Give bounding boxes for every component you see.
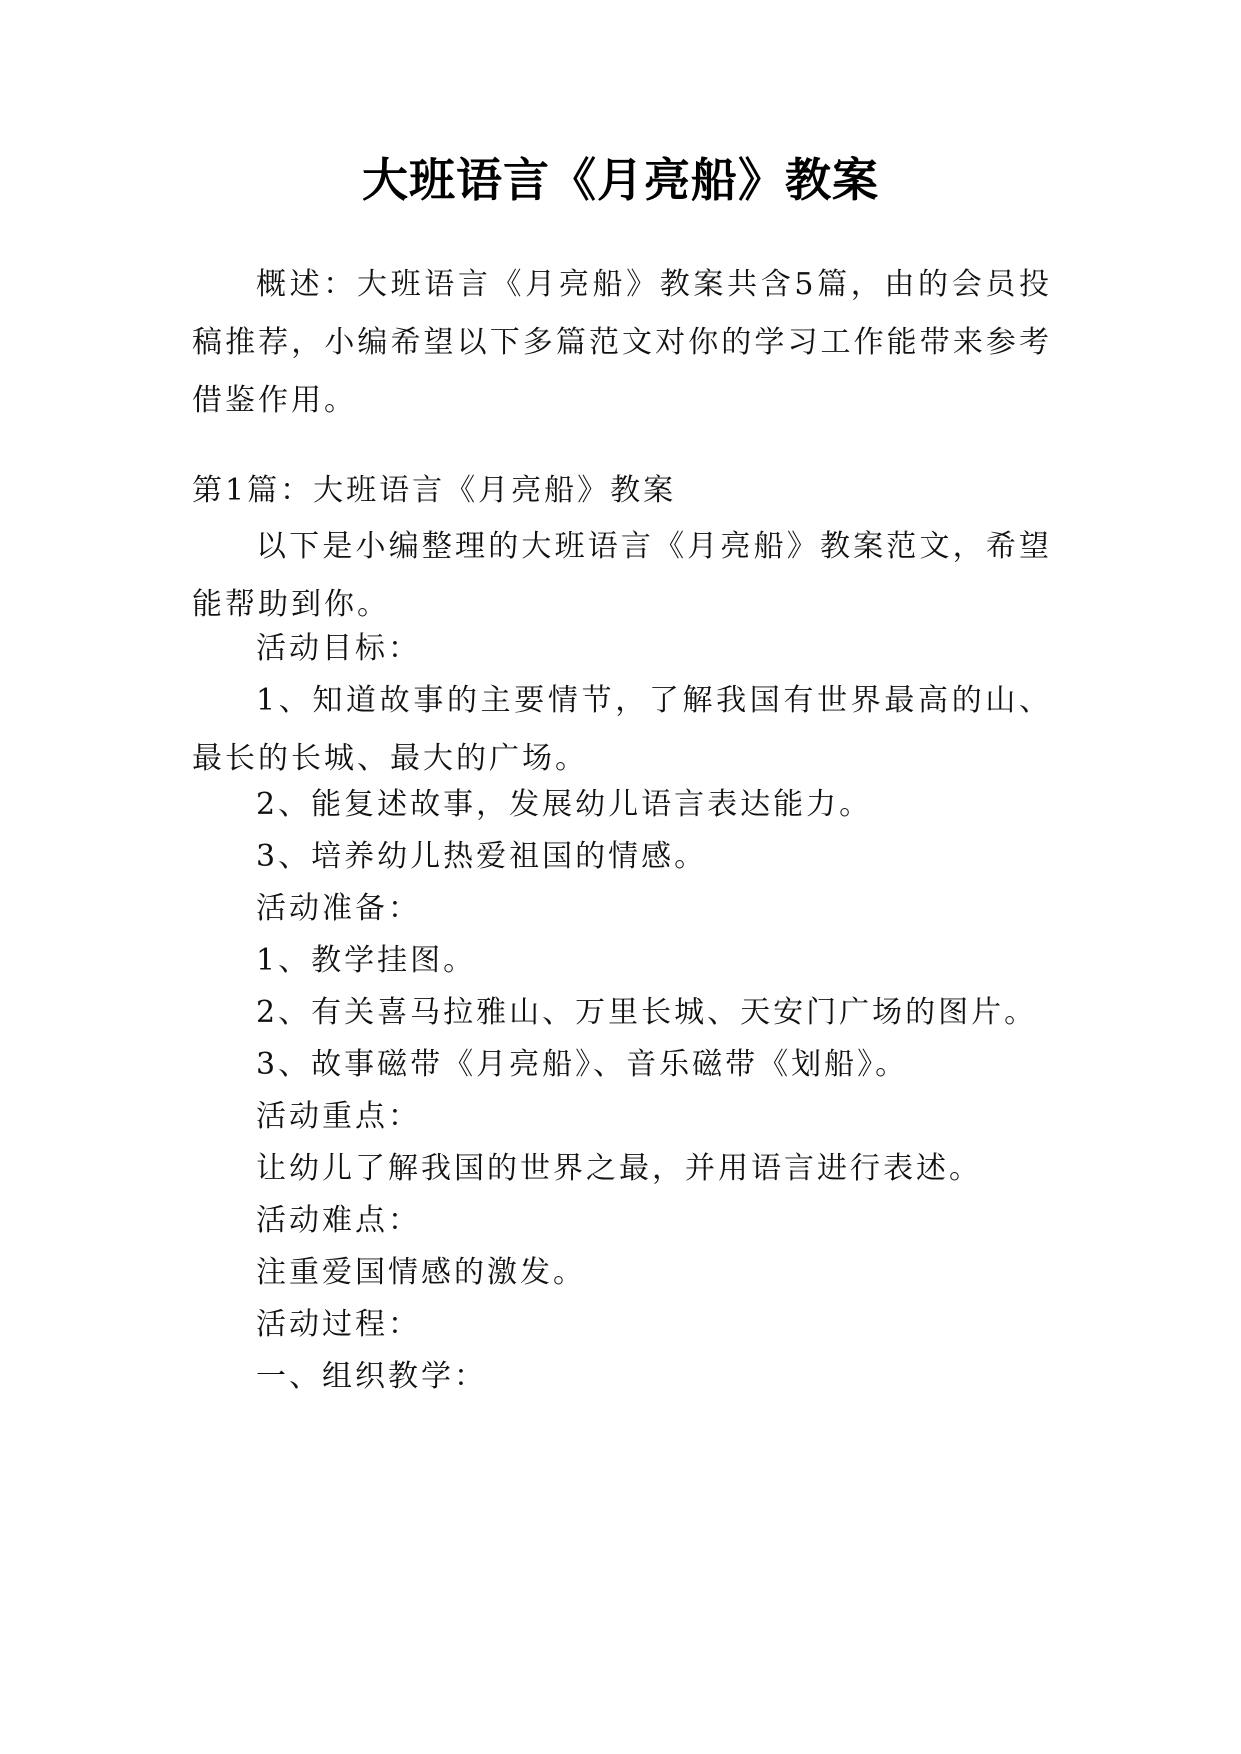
- summary-paragraph: 概述：大班语言《月亮船》教案共含5篇，由的会员投稿推荐，小编希望以下多篇范文对你的学习工作能带来参考借鉴作用。: [192, 267, 1052, 418]
- process-label: 活动过程：: [256, 1307, 421, 1342]
- focus-text: 让幼儿了解我国的世界之最，并用语言进行表述。: [256, 1151, 982, 1186]
- goals-label: 活动目标：: [256, 631, 421, 666]
- prep-item-3: 3、故事磁带《月亮船》、音乐磁带《划船》。: [256, 1047, 909, 1082]
- difficulty-label: 活动难点：: [256, 1203, 421, 1238]
- section-heading: 第1篇：大班语言《月亮船》教案: [192, 473, 677, 508]
- intro-paragraph: 以下是小编整理的大班语言《月亮船》教案范文，希望能帮助到你。: [192, 529, 1052, 622]
- difficulty-text: 注重爱国情感的激发。: [256, 1255, 586, 1290]
- prep-item-2: 2、有关喜马拉雅山、万里长城、天安门广场的图片。: [256, 995, 1038, 1030]
- goal-item-1: 1、知道故事的主要情节，了解我国有世界最高的山、最长的长城、最大的广场。: [192, 683, 1052, 776]
- prep-label: 活动准备：: [256, 891, 421, 926]
- document-title: 大班语言《月亮船》教案: [362, 153, 879, 207]
- prep-item-1: 1、教学挂图。: [256, 943, 477, 978]
- goal-item-2: 2、能复述故事，发展幼儿语言表达能力。: [256, 787, 873, 822]
- goal-item-3: 3、培养幼儿热爱祖国的情感。: [256, 839, 708, 874]
- process-item-1: 一、组织教学：: [256, 1359, 487, 1394]
- focus-label: 活动重点：: [256, 1099, 421, 1134]
